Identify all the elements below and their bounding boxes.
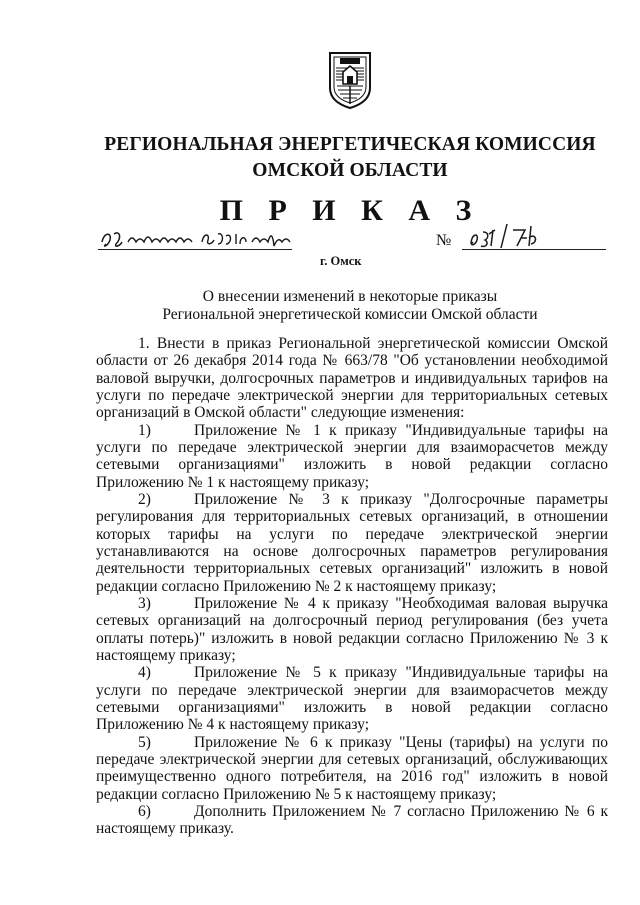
subject-line1: О внесении изменений в некоторые приказы [202, 288, 498, 305]
list-item-text: Дополнить Приложением № 7 согласно Приложению № 6 к настоящему приказу. [96, 803, 608, 838]
list-item [96, 491, 608, 595]
handwritten-date [98, 224, 298, 252]
city-label: г. Омск [320, 254, 362, 268]
organization-name-line1: РЕГИОНАЛЬНАЯ ЭНЕРГЕТИЧЕСКАЯ КОМИССИЯ [104, 134, 596, 155]
order-body [96, 335, 608, 838]
intro-paragraph: 1. Внести в приказ Региональной энергетической комиссии Омской области от 26 декабря 2014 года № 663/78 "Об установлении необходимой валовой выручки, долгосрочных параметров и индивидуальных тарифов на услуги по передаче электрической энергии для территориальных сетевых организаций в Омской области" следующие изменения: [96, 335, 608, 422]
list-item-number: 1) [138, 421, 151, 439]
list-item-number: 6) [138, 803, 151, 821]
list-item [96, 422, 608, 491]
subject-line2: Региональной энергетической комиссии Омской области [162, 306, 538, 323]
list-item-number: 3) [138, 595, 151, 613]
list-item-text: Приложение № 5 к приказу "Индивидуальные тарифы на услуги по передаче электрической энергии для взаиморасчетов между сетевыми организациями" изложить в новой редакции согласно Приложению № 4 к настоящему приказу; [96, 664, 608, 734]
coat-of-arms-emblem [327, 50, 373, 110]
list-item-text: Приложение № 4 к приказу "Необходимая валовая выручка сетевых организаций на долгосрочный период регулирования (без учета оплаты потерь)" изложить в новой редакции согласно Приложению № 3 к настоящему приказу; [96, 595, 608, 664]
list-item-number: 2) [138, 491, 151, 509]
list-item [96, 664, 608, 733]
list-item-text: Приложение № 1 к приказу "Индивидуальные тарифы на услуги по передаче электрической энергии для взаиморасчетов между сетевыми организациями" изложить в новой редакции согласно Приложению № 1 к настоящему приказу; [96, 421, 608, 491]
list-item [96, 595, 608, 664]
list-item [96, 734, 608, 803]
organization-name-line2: ОМСКОЙ ОБЛАСТИ [252, 160, 448, 181]
list-item-number: 4) [138, 664, 151, 682]
list-item-text: Приложение № 6 к приказу "Цены (тарифы) на услуги по передаче электрической энергии для сетевых организаций, обслуживающих преимущественно одного потребителя, на 2016 год" изложить в новой редакции согласно Приложению № 5 к настоящему приказу; [96, 733, 608, 803]
list-item-text: Приложение № 3 к приказу "Долгосрочные параметры регулирования для территориальных сетевых организаций, в отношении которых тарифы на услуги по передаче электрической энергии устанавливаются на основе долгосрочных параметров регулирования деятельности территориальных сетевых организаций" изложить в новой редакции согласно Приложению № 2 к настоящему приказу; [96, 491, 608, 595]
list-item [96, 803, 608, 838]
list-item-number: 5) [138, 733, 151, 751]
document-type-title: П Р И К А З [219, 194, 481, 227]
number-underline [462, 249, 606, 250]
handwritten-order-number [465, 220, 560, 252]
number-label: № [436, 232, 452, 249]
date-underline [98, 249, 292, 250]
